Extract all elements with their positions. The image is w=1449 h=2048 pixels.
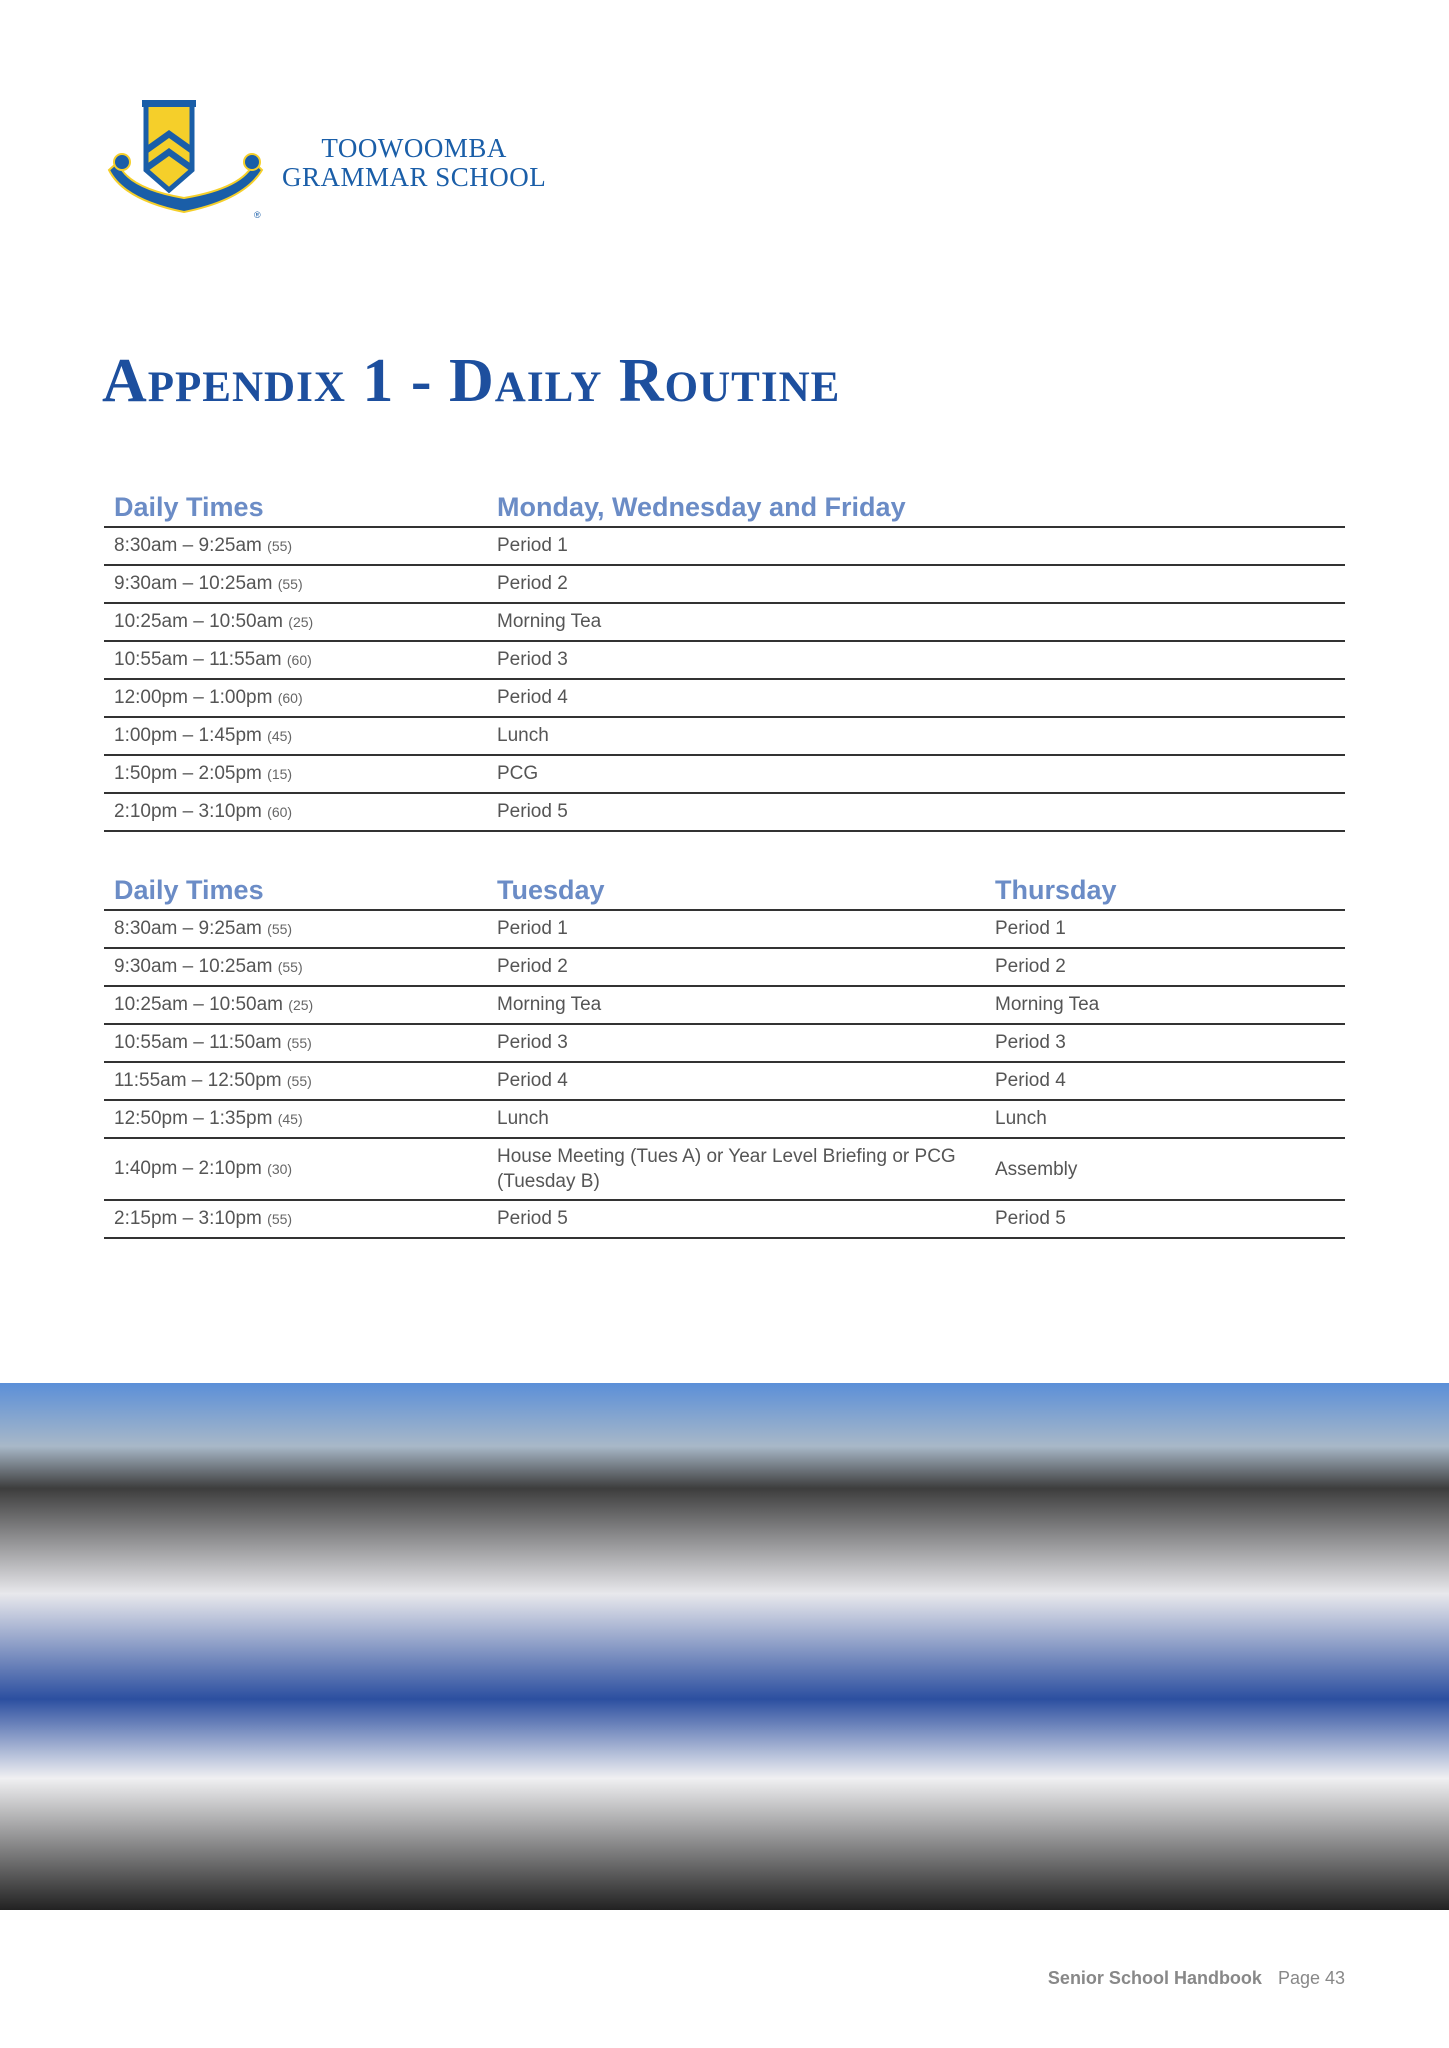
time-range: 8:30am – 9:25am — [114, 535, 262, 556]
header-daily-times: Daily Times — [114, 492, 264, 522]
activity-cell: Period 3 — [995, 1032, 1066, 1053]
time-cell — [104, 535, 497, 557]
time-cell — [104, 611, 497, 633]
time-cell — [104, 687, 497, 709]
time-range: 1:50pm – 2:05pm — [114, 763, 262, 784]
table-row — [104, 528, 1345, 566]
activity-cell: Period 4 — [497, 1070, 568, 1091]
duration: (55) — [267, 921, 293, 937]
duration: (25) — [288, 997, 314, 1013]
activity-cell: Assembly — [995, 1158, 1078, 1180]
header-daily-times: Daily Times — [114, 875, 264, 905]
activity-cell: Morning Tea — [497, 611, 602, 632]
duration: (60) — [277, 690, 303, 706]
tue-thu-schedule-table — [104, 873, 1345, 1239]
table-row — [104, 949, 1345, 987]
time-range: 2:15pm – 3:10pm — [114, 1208, 262, 1229]
time-cell — [104, 649, 497, 671]
time-range: 11:55am – 12:50pm — [114, 1070, 282, 1091]
table-row — [104, 987, 1345, 1025]
school-name — [282, 134, 546, 192]
mwf-schedule-table — [104, 490, 1345, 832]
duration: (30) — [267, 1161, 293, 1177]
time-cell — [104, 956, 497, 978]
duration: (45) — [267, 728, 293, 744]
table-row — [104, 1025, 1345, 1063]
students-group-photo — [0, 1383, 1449, 1910]
time-cell — [104, 918, 497, 940]
time-range: 10:25am – 10:50am — [114, 611, 284, 632]
activity-cell: Morning Tea — [497, 994, 602, 1015]
table-row — [104, 642, 1345, 680]
duration: (55) — [286, 1035, 312, 1051]
duration: (55) — [277, 576, 303, 592]
table-header — [104, 873, 1345, 911]
time-range: 8:30am – 9:25am — [114, 918, 262, 939]
time-range: 12:50pm – 1:35pm — [114, 1108, 273, 1129]
activity-cell: Period 2 — [995, 956, 1066, 977]
activity-cell: Period 1 — [995, 918, 1066, 939]
table-row — [104, 1201, 1345, 1239]
duration: (55) — [277, 959, 303, 975]
duration: (55) — [267, 538, 293, 554]
activity-cell: Lunch — [995, 1108, 1047, 1129]
time-range: 9:30am – 10:25am — [114, 573, 273, 594]
activity-cell: Morning Tea — [995, 994, 1100, 1015]
time-range: 10:55am – 11:55am — [114, 649, 282, 670]
school-crest-logo — [104, 100, 269, 222]
time-cell — [104, 801, 497, 823]
time-range: 9:30am – 10:25am — [114, 956, 273, 977]
activity-cell: Period 3 — [497, 649, 568, 670]
duration: (55) — [267, 1211, 293, 1227]
page-title: Appendix 1 - Daily Routine — [102, 347, 841, 415]
activity-cell: Period 2 — [497, 573, 568, 594]
time-range: 1:00pm – 1:45pm — [114, 725, 262, 746]
activity-cell: Period 1 — [497, 535, 568, 556]
header-mwf: Monday, Wednesday and Friday — [497, 492, 906, 522]
activity-cell: Lunch — [497, 1108, 549, 1129]
time-cell — [104, 1208, 497, 1230]
activity-cell: Period 4 — [497, 687, 568, 708]
time-cell — [104, 763, 497, 785]
time-range: 10:55am – 11:50am — [114, 1032, 282, 1053]
table-row — [104, 911, 1345, 949]
table-row — [104, 1139, 1345, 1201]
time-cell — [104, 1156, 497, 1182]
time-range: 1:40pm – 2:10pm — [114, 1158, 262, 1179]
time-range: 2:10pm – 3:10pm — [114, 801, 262, 822]
time-cell — [104, 1032, 497, 1054]
handbook-title: Senior School Handbook — [1047, 1968, 1262, 1988]
time-cell — [104, 1108, 497, 1130]
activity-cell: Period 2 — [497, 956, 568, 977]
time-range: 12:00pm – 1:00pm — [114, 687, 273, 708]
table-row — [104, 604, 1345, 642]
activity-cell: Period 5 — [995, 1208, 1066, 1229]
table-row — [104, 1101, 1345, 1139]
duration: (25) — [288, 614, 314, 630]
time-cell — [104, 725, 497, 747]
duration: (55) — [286, 1073, 312, 1089]
activity-cell: House Meeting (Tues A) or Year Level Briefing or PCG (Tuesday B) — [497, 1146, 956, 1192]
time-cell — [104, 1070, 497, 1092]
duration: (60) — [286, 652, 312, 668]
time-range: 10:25am – 10:50am — [114, 994, 284, 1015]
table-row — [104, 1063, 1345, 1101]
activity-cell: Lunch — [497, 725, 549, 746]
school-name-line2: GRAMMAR SCHOOL — [282, 162, 547, 192]
time-cell — [104, 994, 497, 1016]
activity-cell: Period 5 — [497, 1208, 568, 1229]
time-cell — [104, 573, 497, 595]
table-row — [104, 566, 1345, 604]
activity-cell: PCG — [497, 763, 539, 784]
table-row — [104, 756, 1345, 794]
activity-cell: Period 5 — [497, 801, 568, 822]
table-row — [104, 718, 1345, 756]
page-number: Page 43 — [1277, 1968, 1345, 1988]
duration: (15) — [267, 766, 293, 782]
svg-text:®: ® — [254, 210, 261, 220]
activity-cell: Period 3 — [497, 1032, 568, 1053]
school-name-line1: TOOWOOMBA — [321, 133, 507, 163]
table-row — [104, 794, 1345, 832]
activity-cell: Period 1 — [497, 918, 568, 939]
duration: (60) — [267, 804, 293, 820]
activity-cell: Period 4 — [995, 1070, 1066, 1091]
duration: (45) — [277, 1111, 303, 1127]
header-tuesday: Tuesday — [497, 875, 605, 905]
table-header — [104, 490, 1345, 528]
table-row — [104, 680, 1345, 718]
page-footer — [1048, 1968, 1345, 1989]
header-thursday: Thursday — [995, 875, 1117, 905]
